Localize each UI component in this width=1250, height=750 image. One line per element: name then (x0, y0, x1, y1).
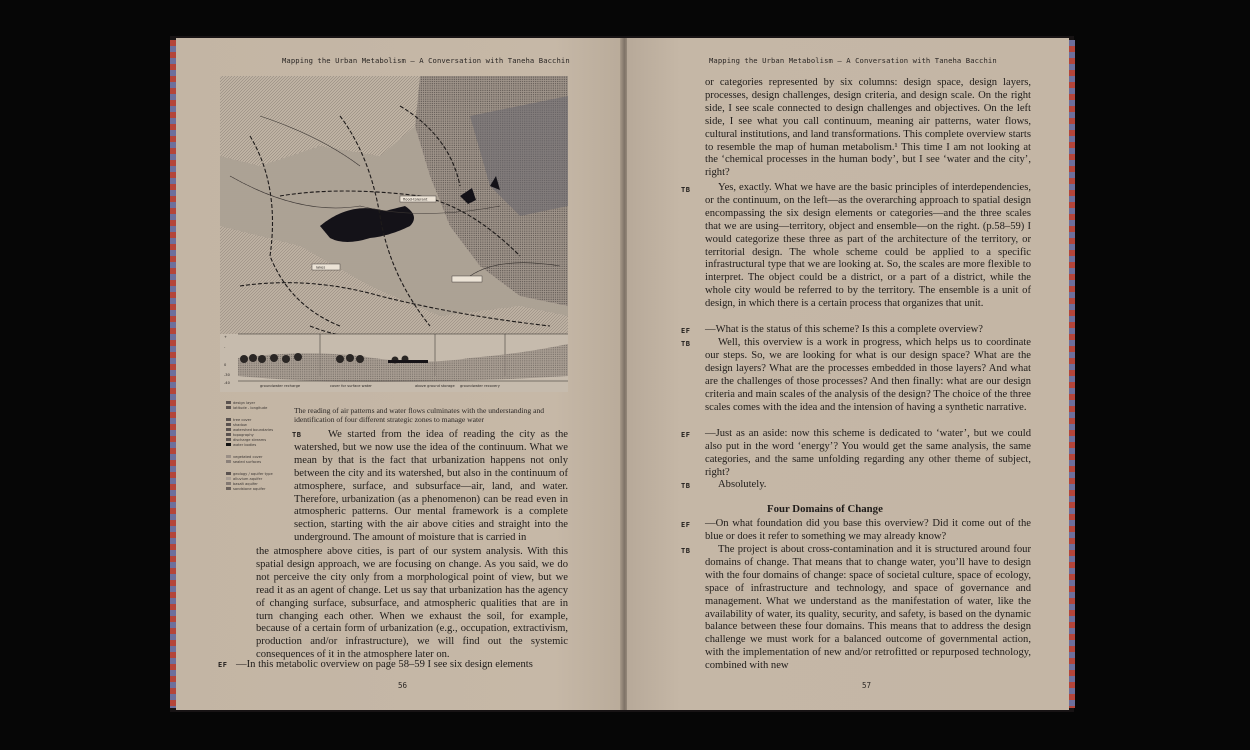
tb-answer-2: Well, this overview is a work in progress, which helps us to coordinate our steps. So, we are looking for what is our design space? What are the design layers? What are the processes embedded in those layers? And what are the challenges of those processes? And then finally: what are our design criteria and main scales of the analysis of the design? The choice of the three scales comes with the idea and the intension of having a synthetic narrative. (705, 337, 1031, 413)
map-axis-40: -40 (224, 381, 230, 385)
tb-answer-1: Yes, exactly. What we have are the basic principles of interdependencies, or the continuum, on the left—as the overarching approach to spatial design encompassing the six design elements or categories—and the three scales that we are using—territory, object and ensemble—on the right. (p.58–59) I would categorize these three as part of the architecture of the territory, or territorial design. The whole scheme could be applied to a specific infrastructural type that we are looking at. So, the scales are more flexible to interpret. The object could be a district, or a part of a district, while the whole city would be referred to by the territory. The ensemble is a unit of design, in which there is a certain process that organizes that unit. (705, 182, 1031, 310)
map-label-storage: above ground storage (415, 384, 455, 388)
ef-question-3: —On what foundation did you base this overview? Did it come out of the blue or does it refer to something we may already know? (705, 518, 1031, 542)
map-label-box-1: flood-tolerant (403, 197, 428, 202)
ef-question-2: —Just as an aside: now this scheme is dedicated to ‘water’, but we could also put in the word ‘energy’? You would get the same analysis, the same categories, and the same unfolding regarding any other theme of subject, right? (705, 428, 1031, 478)
tb-answer-part1: We started from the idea of reading the city as the watershed, but we now use the idea of the continuum. What we mean by that is the fact that urbanization happens not only between the city and its watershed, but also in the continuum of atmosphere, surface, and subsurface—air, land, and water. Therefore, urbanization (as a phenomenon) can be read even in atmospheric patterns. Our mental framework is a complete section, starting with the air above cities and straight into the underground. The amount of moisture that is carried in (294, 429, 568, 544)
ef-question-1: —What is the status of this scheme? Is this a complete overview? (705, 324, 984, 335)
speaker-label-tb: TB (292, 431, 302, 439)
legend-item: topography (233, 432, 254, 437)
legend-item: sealed surfaces (233, 459, 262, 464)
ef-question (218, 659, 570, 672)
tb-answer-part2: the atmosphere above cities, is part of our system analysis. With this spatial design approach, we are focusing on change. As you said, we do not perceive the city only from a morphological point of view, but we read it as an agent of change. Let us say that urbanization has the agency of changing surface, subsurface, and atmospheric qualities that are in turn changing each other. When we exhaust the soil, for example, because of a certain form of urbanization (e.g., occupation, extractivism, production and/or infrastructure), we will find out the systemic consequences of it in the atmosphere later on. (256, 546, 568, 661)
section-heading: Four Domains of Change (767, 503, 883, 515)
legend-item: vegetated cover (233, 454, 263, 459)
running-head-left: Mapping the Urban Metabolism – A Conversation with Taneha Bacchin (282, 56, 570, 65)
speaker-label-tb: TB (681, 340, 691, 348)
tb-answer-4: The project is about cross-contamination and it is structured around four domains of change. That means that to change water, you’ll have to design with the four domains of change: space of societal culture, space of ecology, space of infrastructure and technology, and space of governance and management. What we understand as the manifestation of water, like the availability of water, its quality, security, and safety, is based on the dynamic balance between these four domains. This means that to address the design challenge we must work for a balanced outcome of governmental action, with the implementation of new and/or retrofitted or repurposed technology, combined with new (705, 544, 1031, 672)
map-axis-plus: + (224, 335, 228, 339)
legend-item: water bodies (233, 442, 257, 447)
map-graphic (220, 76, 568, 392)
legend-item: latitude - longitude (233, 405, 268, 410)
map-axis-zero: 0 (224, 363, 227, 367)
speaker-label-ef: EF (681, 327, 691, 335)
legend-item: discharge streams (233, 437, 267, 442)
left-page (176, 38, 622, 710)
ef-question-text: —In this metabolic overview on page 58–59 I see six design elements (236, 659, 533, 670)
speaker-label-tb: TB (681, 482, 691, 490)
speaker-label-ef: EF (681, 431, 691, 439)
speaker-label-ef: EF (681, 521, 691, 529)
map-label-recharge: groundwater recharge (260, 384, 301, 388)
map-label-box-2: lakes (316, 265, 326, 270)
legend-item: watershed boundaries (233, 427, 274, 432)
legend-item: design layer (233, 400, 256, 405)
legend-item: tree cover (233, 417, 252, 422)
figure-caption: The reading of air patterns and water flows culminates with the understanding and identification of four different strategic zones to manage water (294, 406, 545, 425)
legend-item: shadow (233, 422, 247, 427)
map-axis-30: -30 (224, 373, 230, 377)
speaker-label-tb: TB (681, 547, 691, 555)
legend-item: sandstone aquifer (233, 486, 266, 491)
speaker-label-tb: TB (681, 186, 691, 194)
legend-item: alluvium aquifer (233, 476, 263, 481)
ef-continued-paragraph: or categories represented by six columns: design space, design layers, processes, design challenges, design criteria, and design scale. On the right side, I see scale connected to design challenges and objectives. On the left side, I see what you call continuum, meaning air patterns, water flows, cultural institutions, and land transformations. This complete overview starts to resemble the map of human metabolism.¹ This time I am not looking at the ‘chemical processes in the human body’, but I see ‘water and the city’, right? (705, 77, 1031, 179)
page-number-right: 57 (862, 681, 872, 690)
legend-item: basalt aquifer (233, 481, 258, 486)
speaker-label-ef: EF (218, 661, 228, 669)
legend-item: geology / aquifer type (233, 471, 273, 476)
tb-answer-3: Absolutely. (718, 479, 767, 490)
map-axis-minus: - (224, 345, 226, 349)
map-label-recovery: groundwater recovery (460, 384, 500, 388)
right-page (627, 38, 1069, 710)
watershed-map (220, 76, 568, 392)
map-label-cover: cover for surface water (330, 384, 372, 388)
page-edge-right (1069, 40, 1075, 708)
map-legend (226, 400, 286, 498)
running-head-right: Mapping the Urban Metabolism – A Conversation with Taneha Bacchin (709, 56, 997, 65)
page-number-left: 56 (398, 681, 408, 690)
